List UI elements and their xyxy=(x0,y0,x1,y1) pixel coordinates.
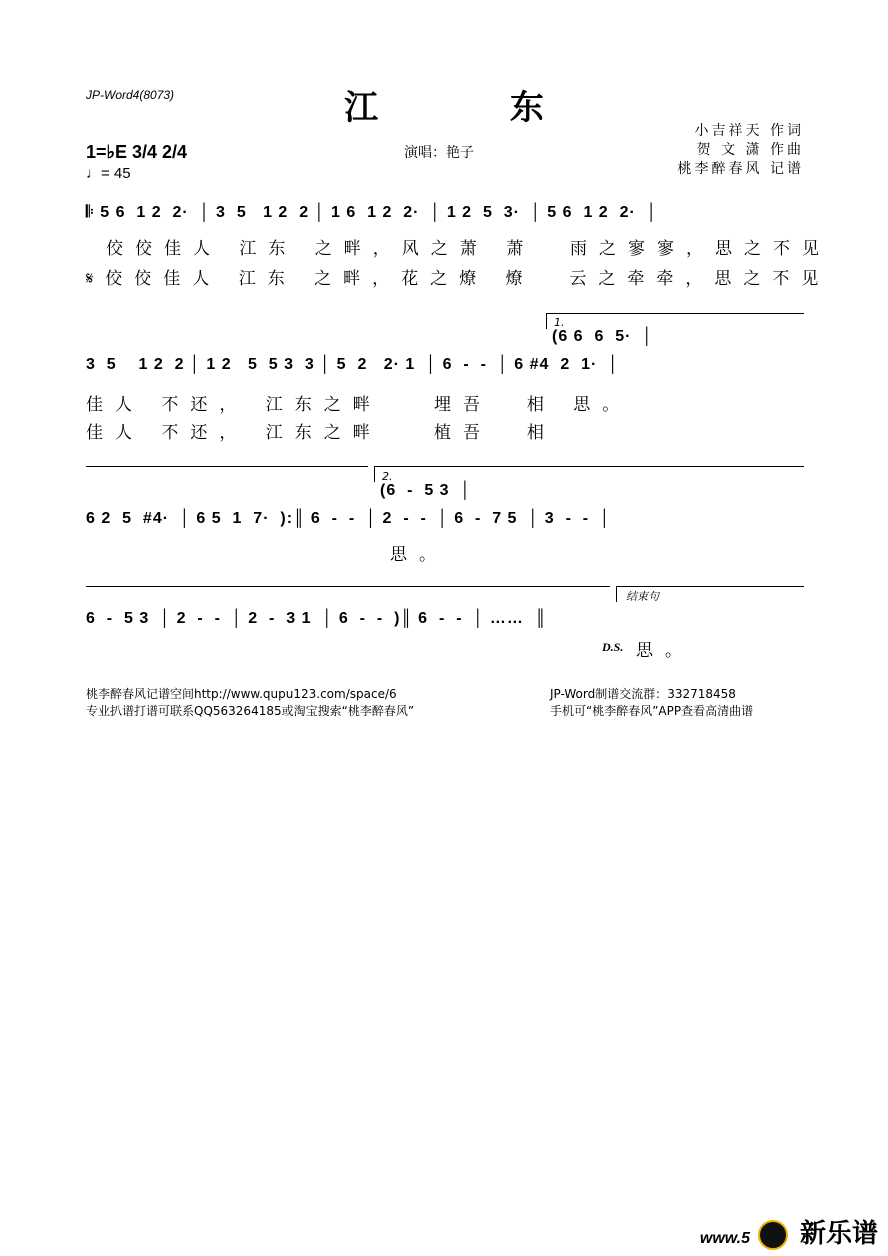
tempo-marking: ♩= 45 xyxy=(86,165,131,182)
footer-right xyxy=(550,686,753,720)
coda-bracket xyxy=(616,586,804,587)
row1-notes: 𝄆 5 6 1 2 2· │ 3 5 1 2 2 │ 1 6 1 2 2· │ 1 2 5 3· │ 5 6 1 2 2· │ xyxy=(86,204,658,221)
volta2-label: 2. xyxy=(382,470,393,483)
composer: 贺 文 潇 作曲 xyxy=(696,142,804,158)
software-label: JP-Word4(8073) xyxy=(86,88,175,102)
dal-segno-marking: D.S. xyxy=(602,640,624,654)
row3-notes: 6 2 5 #4· │ 6 5 1 7· ):║ 6 - - │ 2 - - │ 6 - 7 5 │ 3 - - │ xyxy=(86,510,612,527)
volta1-bracket xyxy=(546,313,804,314)
footer-space-link: 桃李醉春风记谱空间http://www.qupu123.com/space/6 xyxy=(86,687,397,701)
volta1-label: 1. xyxy=(554,316,565,329)
song-title: 江 东 xyxy=(344,88,604,128)
row4-notes: 6 - 5 3 │ 2 - - │ 2 - 3 1 │ 6 - - )║ 6 - - │ …… ║ xyxy=(86,610,548,627)
row3-bracket-left xyxy=(86,466,368,467)
volta1-notes: (6 6 6 5· │ xyxy=(552,328,654,345)
volta2-bracket-edge xyxy=(374,466,375,482)
record-icon xyxy=(758,1220,788,1250)
footer-app: 手机可“桃李醉春风”APP查看高清曲谱 xyxy=(550,704,754,718)
coda-bracket-edge xyxy=(616,586,617,602)
coda-label: 结束句 xyxy=(626,590,659,603)
transcriber: 桃李醉春风 记谱 xyxy=(677,161,804,177)
row4-lyrics1: 思。 xyxy=(636,641,694,661)
key-signature: 1=♭E 3/4 2/4 xyxy=(86,142,188,162)
singer: 演唱：艳子 xyxy=(404,145,474,161)
row2-notes: 3 5 1 2 2 │ 1 2 5 5 3 3 │ 5 2 2· 1 │ 6 - - │ 6 #4 2 1· │ xyxy=(86,356,620,373)
watermark-url: www.5 xyxy=(699,1230,750,1247)
lyricist: 小吉祥天 作词 xyxy=(694,123,804,139)
footer-contact: 专业扒谱打谱可联系QQ563264185或淘宝搜索“桃李醉春风” xyxy=(86,704,415,718)
footer-group: JP-Word制谱交流群：332718458 xyxy=(550,687,736,701)
row1-lyrics1: 佼佼佳人 江东 之畔，风之萧 萧 雨之寥寥，思之不见 xyxy=(106,239,832,259)
row2-lyrics2: 佳人 不还， 江东之畔 植吾 相 xyxy=(86,423,556,443)
footer-left xyxy=(86,686,414,720)
row3-lyrics1: 思。 xyxy=(390,545,448,565)
row4-bracket-left xyxy=(86,586,610,587)
row1-lyrics2: 𝄋佼佼佳人 江东 之畔，花之燎 燎 云之牵牵，思之不见 xyxy=(86,269,831,289)
credits xyxy=(678,122,804,179)
volta2-bracket xyxy=(374,466,804,467)
watermark-brand: 新乐谱 xyxy=(799,1218,878,1248)
volta1-bracket-edge xyxy=(546,313,547,329)
row2-lyrics1: 佳人 不还， 江东之畔 埋吾 相 思。 xyxy=(86,395,632,415)
volta2-notes: (6 - 5 3 │ xyxy=(380,482,472,499)
